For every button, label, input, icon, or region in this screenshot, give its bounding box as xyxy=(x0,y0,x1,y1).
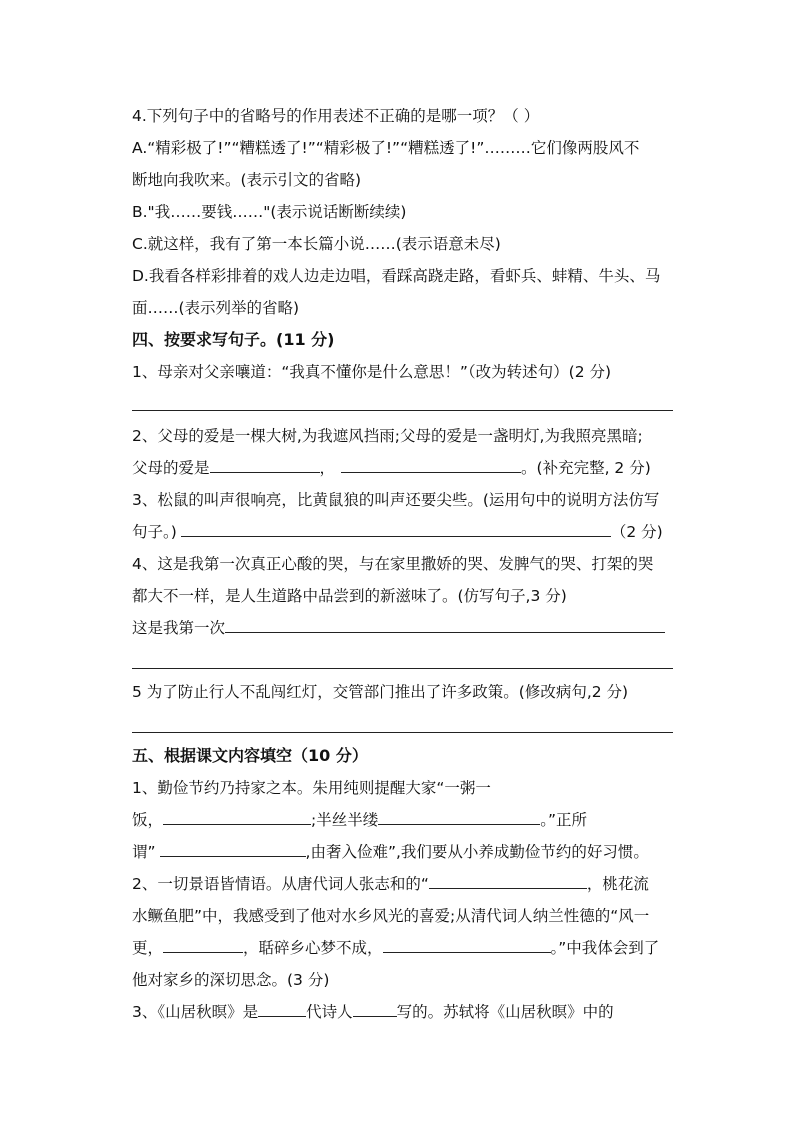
answer-line[interactable] xyxy=(132,410,673,411)
sec4-question-5: 5 为了防止行人不乱闯红灯，交管部门推出了许多政策。(修改病句,2 分) xyxy=(132,683,629,701)
sec5-question-2-end: 他对家乡的深切思念。(3 分) xyxy=(132,971,330,989)
section-5-title: 五、根据课文内容填空（10 分） xyxy=(132,746,368,765)
answer-line[interactable] xyxy=(132,732,673,733)
sec4-question-2-fill xyxy=(132,458,677,478)
fill-prefix: 句子。) xyxy=(132,523,177,541)
question-4-stem: 4.下列句子中的省略号的作用表述不正确的是哪一项？（ ） xyxy=(132,107,540,125)
answer-blank[interactable] xyxy=(181,522,611,537)
answer-blank[interactable] xyxy=(429,874,587,889)
answer-line[interactable] xyxy=(132,668,673,669)
fill-suffix: 写的。苏轼将《山居秋暝》中的 xyxy=(396,1003,614,1021)
answer-blank[interactable] xyxy=(353,1002,397,1017)
sec4-question-3-fill xyxy=(132,522,677,542)
answer-blank[interactable] xyxy=(210,458,320,473)
fill-suffix: 。”正所 xyxy=(540,811,588,829)
fill-prefix: 更， xyxy=(132,939,164,957)
fill-suffix: 。”中我体会到了 xyxy=(550,939,660,957)
question-4-option-d: D.我看各样彩排着的戏人边走边唱，看踩高跷走路，看虾兵、蚌精、牛头、马 xyxy=(132,267,661,285)
sec4-question-4-fill xyxy=(132,618,677,638)
sec5-question-3 xyxy=(132,1002,677,1022)
fill-prefix: 谓” xyxy=(132,843,156,861)
fill-mid: ，聒碎乡心梦不成， xyxy=(243,939,383,957)
answer-blank[interactable] xyxy=(225,618,665,633)
fill-suffix: ,由奢入俭难”,我们要从小养成勤俭节约的好习惯。 xyxy=(305,843,649,861)
fill-suffix: ，桃花流 xyxy=(586,875,649,893)
sec5-question-2-fill xyxy=(132,938,677,958)
fill-suffix: 。(补充完整, 2 分) xyxy=(521,459,651,477)
question-4-option-d-cont: 面……(表示列举的省略) xyxy=(132,299,300,317)
fill-prefix: 饭， xyxy=(132,811,164,829)
fill-prefix: 父母的爱是 xyxy=(132,459,210,477)
fill-sep: ， xyxy=(319,459,336,477)
fill-prefix: 3、《山居秋暝》是 xyxy=(132,1003,259,1021)
sec4-question-3: 3、松鼠的叫声很响亮，比黄鼠狼的叫声还要尖些。(运用句中的说明方法仿写 xyxy=(132,491,660,509)
question-4-option-b: B."我……要钱……"(表示说话断断续续) xyxy=(132,203,407,221)
answer-blank[interactable] xyxy=(163,938,243,953)
fill-suffix: （2 分) xyxy=(610,523,663,541)
question-4-option-a: A.“精彩极了!”“糟糕透了!”“精彩极了!”“糟糕透了!”………它们像两股风不 xyxy=(132,139,640,157)
fill-mid: 代诗人 xyxy=(306,1003,353,1021)
sec5-question-2 xyxy=(132,874,677,894)
sec4-question-1: 1、母亲对父亲嚷道：“我真不懂你是什么意思！”（改为转述句）(2 分) xyxy=(132,363,612,381)
sec5-question-1-fill xyxy=(132,810,677,830)
question-4-option-c: C.就这样，我有了第一本长篇小说……(表示语意未尽) xyxy=(132,235,501,253)
sec4-question-2: 2、父母的爱是一棵大树,为我遮风挡雨;父母的爱是一盏明灯,为我照亮黑暗; xyxy=(132,427,643,445)
sec4-question-4: 4、这是我第一次真正心酸的哭，与在家里撒娇的哭、发脾气的哭、打架的哭 xyxy=(132,555,654,573)
question-4-option-a-cont: 断地向我吹来。(表示引文的省略) xyxy=(132,171,362,189)
sec5-question-1-fill-2 xyxy=(132,842,677,862)
fill-prefix: 这是我第一次 xyxy=(132,619,226,637)
answer-blank[interactable] xyxy=(163,810,311,825)
fill-mid: ;半丝半缕 xyxy=(311,811,379,829)
sec4-question-4-cont: 都大不一样，是人生道路中品尝到的新滋味了。(仿写句子,3 分) xyxy=(132,587,567,605)
answer-blank[interactable] xyxy=(378,810,540,825)
fill-prefix: 2、一切景语皆情语。从唐代词人张志和的“ xyxy=(132,875,429,893)
answer-blank[interactable] xyxy=(258,1002,306,1017)
answer-blank[interactable] xyxy=(341,458,521,473)
sec5-question-2-cont: 水鳜鱼肥”中，我感受到了他对水乡风光的喜爱;从清代词人纳兰性德的“风一 xyxy=(132,907,650,925)
answer-blank[interactable] xyxy=(383,938,551,953)
answer-blank[interactable] xyxy=(160,842,306,857)
section-4-title: 四、按要求写句子。(11 分) xyxy=(132,330,335,349)
sec5-question-1: 1、勤俭节约乃持家之本。朱用纯则提醒大家“一粥一 xyxy=(132,779,491,797)
